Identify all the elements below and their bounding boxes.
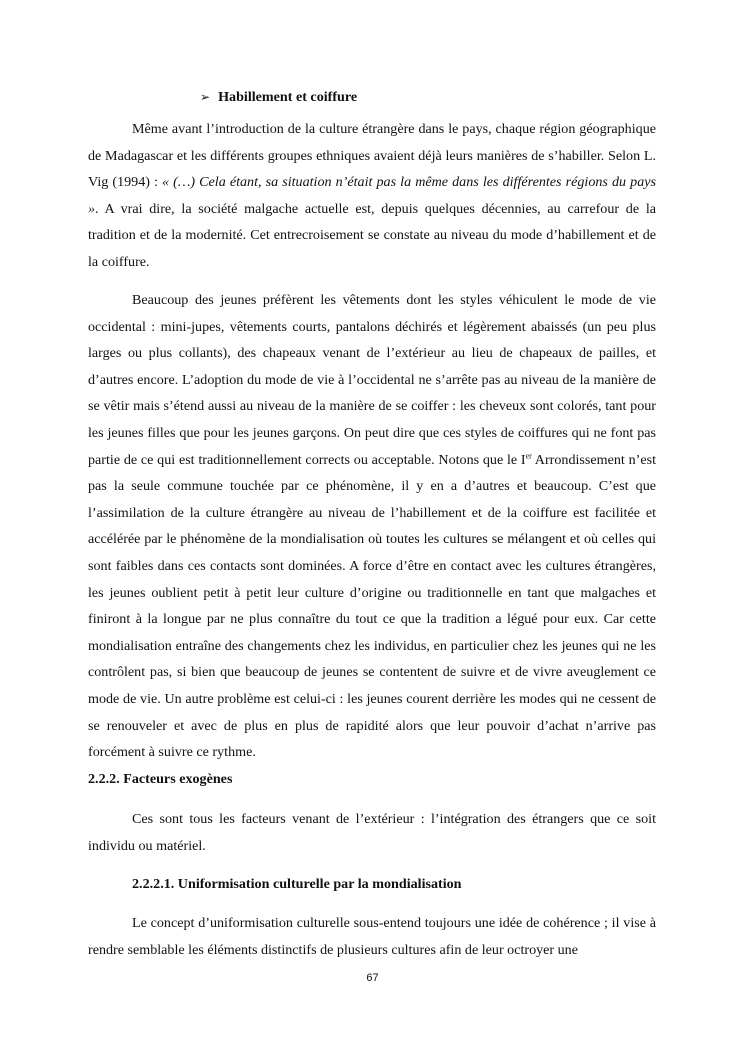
subheading-habillement [200, 86, 357, 108]
paragraph-2-superscript: er [525, 450, 532, 460]
paragraph-2-part-b: Arrondissement n’est pas la seule commune touchée par ce phénomène, il y en a d’autres et beaucoup. C’est que l’assimilation de la culture étrangère au niveau de l’habillement et de la coiffure est facilitée et accélérée par le phénomène de la mondialisation où toutes les cultures se mélangent et où celles qui sont faibles dans ces contacts sont dominées. A force d’être en contact avec les cultures étrangères, les jeunes oublient petit à petit leur culture d’origine ou traditionnelle en tant que malgaches et finiront à la longue par ne plus connaître du tout ce que la tradition a légué pour eux. Car cette mondialisation entraîne des changements chez les individus, en particulier chez les jeunes qui ne les contrôlent pas, si bien que beaucoup de jeunes se contentent de suivre et de vivre aveuglement ce mode de vie. Un autre problème est celui-ci : les jeunes courent derrière les modes qui ne cessent de se renouveler et avec de plus en plus de rapidité alors que leur pouvoir d’achat n’arrive pas forcément à suivre ce rythme. [88, 451, 656, 761]
subheading-text: Habillement et coiffure [218, 89, 358, 105]
paragraph-1 [88, 116, 656, 276]
paragraph-4 [88, 910, 656, 963]
paragraph-2 [88, 287, 656, 766]
paragraph-1-quote: « (…) Cela étant, sa situation n’était pas la même dans les différentes régions du pays » [88, 174, 656, 217]
paragraph-1-part-b: . A vrai dire, la société malgache actuelle est, depuis quelques décennies, au carrefour de la tradition et de la modernité. Cet entrecroisement se constate au niveau du mode d’habillement et de la coiffure. [88, 200, 656, 270]
paragraph-3 [88, 806, 656, 859]
paragraph-2-part-a: Beaucoup des jeunes préfèrent les vêtements dont les styles véhiculent le mode de vie occidental : mini-jupes, vêtements courts, pantalons déchirés et légèrement abaissés (un peu plus larges ou plus collants), des chapeaux venant de l’extérieur au lieu de chapeaux de pailles, et d’autres encore. L’adoption du mode de vie à l’occidental ne s’arrête pas au niveau de la manière de se vêtir mais s’étend aussi au niveau de la manière de se coiffer : les cheveux sont colorés, tant pour les jeunes filles que pour les jeunes garçons. On peut dire que ces styles de coiffures qui ne font pas partie de ce qui est traditionnellement corrects ou acceptable. Notons que le I [88, 292, 656, 468]
section-heading-2-2-2-1: 2.2.2.1. Uniformisation culturelle par la mondialisation [132, 876, 462, 892]
paragraph-3-text: Ces sont tous les facteurs venant de l’extérieur : l’intégration des étrangers que ce soit individu ou matériel. [88, 811, 656, 854]
paragraph-4-text: Le concept d’uniformisation culturelle sous-entend toujours une idée de cohérence ; il vise à rendre semblable les éléments distinctifs de plusieurs cultures afin de leur octroyer une [88, 915, 656, 958]
paragraph-1-part-a: Même avant l’introduction de la culture étrangère dans le pays, chaque région géographique de Madagascar et les différents groupes ethniques avaient déjà leurs manières de s’habiller. Selon L. Vig (1994) : [88, 121, 656, 191]
arrow-bullet-icon: ➢ [200, 90, 211, 104]
section-heading-2-2-2: 2.2.2. Facteurs exogènes [88, 771, 233, 787]
page-number: 67 [366, 972, 379, 984]
